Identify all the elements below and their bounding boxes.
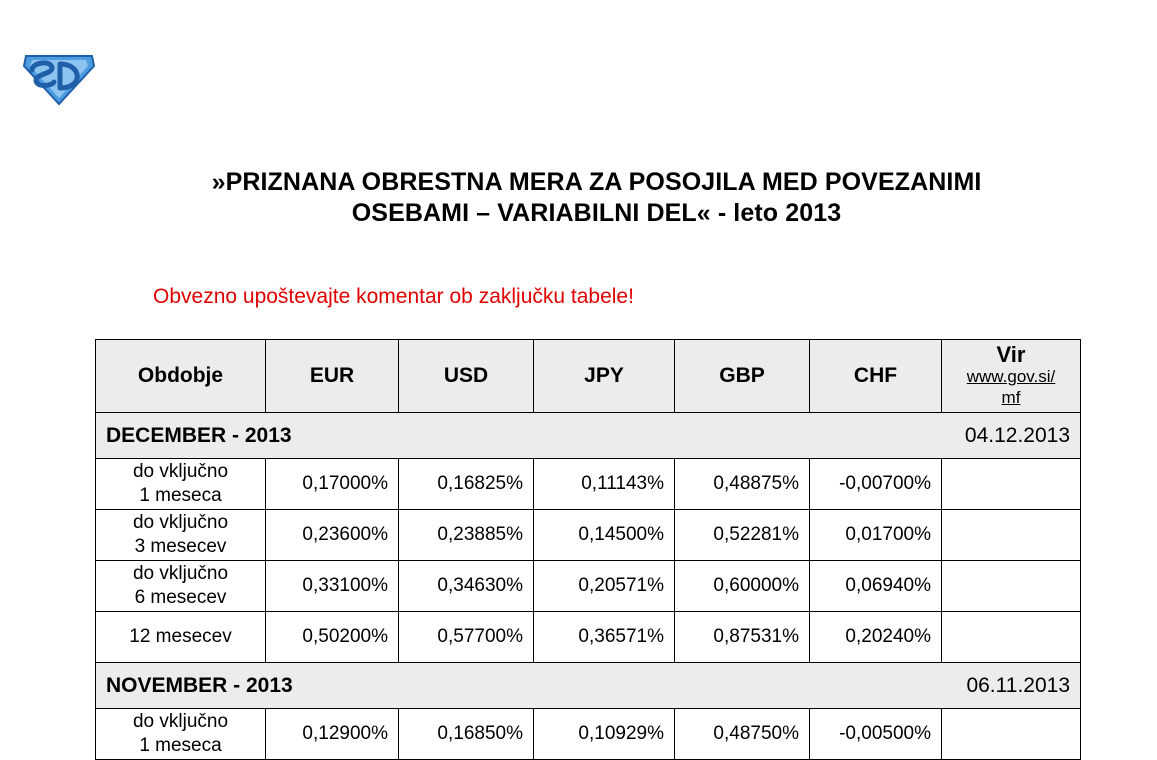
period-line-1: do vključno (132, 461, 229, 482)
rate-cell-chf: -0,00700% (810, 459, 942, 510)
section-label: DECEMBER - 2013 (96, 413, 942, 459)
rate-cell-chf: 0,06940% (810, 561, 942, 612)
rate-cell-usd: 0,34630% (399, 561, 534, 612)
rate-cell-eur: 0,23600% (266, 510, 399, 561)
period-line-2: 6 mesecev (134, 587, 227, 608)
period-line-2: 1 meseca (139, 735, 222, 756)
section-date: 04.12.2013 (942, 413, 1081, 459)
rate-cell-eur: 0,12900% (266, 709, 399, 760)
period-cell (96, 459, 266, 510)
rate-cell-gbp: 0,48875% (675, 459, 810, 510)
rate-cell-jpy: 0,11143% (534, 459, 675, 510)
rate-cell-chf: -0,00500% (810, 709, 942, 760)
rate-cell-gbp: 0,48750% (675, 709, 810, 760)
rate-cell-usd: 0,16825% (399, 459, 534, 510)
source-link[interactable] (942, 366, 1080, 408)
header-period: Obdobje (96, 340, 266, 413)
header-gbp: GBP (675, 340, 810, 413)
table-row (96, 561, 1081, 612)
rate-cell-gbp: 0,52281% (675, 510, 810, 561)
rate-cell-usd: 0,23885% (399, 510, 534, 561)
rate-cell-usd: 0,57700% (399, 612, 534, 663)
warning-note: Obvezno upoštevajte komentar ob zaključku tabele! (153, 285, 634, 308)
source-cell (942, 612, 1081, 663)
period-cell (96, 510, 266, 561)
table-row (96, 612, 1081, 663)
header-chf: CHF (810, 340, 942, 413)
period-cell (96, 612, 266, 663)
period-line-1: 12 mesecev (129, 626, 232, 647)
period-cell (96, 561, 266, 612)
page-title-line-2: OSEBAMI – VARIABILNI DEL« - leto 2013 (351, 199, 842, 227)
rate-cell-usd: 0,16850% (399, 709, 534, 760)
sd-shield-logo (22, 48, 96, 106)
rate-cell-eur: 0,50200% (266, 612, 399, 663)
header-usd: USD (399, 340, 534, 413)
period-line-1: do vključno (132, 512, 229, 533)
section-row (96, 413, 1081, 459)
source-link-line-2: mf (1001, 388, 1021, 407)
rate-cell-eur: 0,33100% (266, 561, 399, 612)
page-title-line-1: »PRIZNANA OBRESTNA MERA ZA POSOJILA MED POVEZANIMI (211, 168, 982, 196)
table-row (96, 510, 1081, 561)
rate-cell-jpy: 0,14500% (534, 510, 675, 561)
table-header-row (96, 340, 1081, 413)
rate-cell-eur: 0,17000% (266, 459, 399, 510)
rate-cell-chf: 0,20240% (810, 612, 942, 663)
rate-cell-jpy: 0,20571% (534, 561, 675, 612)
header-source (942, 340, 1081, 413)
rate-cell-gbp: 0,87531% (675, 612, 810, 663)
table-row (96, 459, 1081, 510)
table-body (96, 413, 1081, 760)
source-cell (942, 709, 1081, 760)
rate-cell-jpy: 0,36571% (534, 612, 675, 663)
source-cell (942, 510, 1081, 561)
period-line-2: 1 meseca (139, 485, 222, 506)
section-date: 06.11.2013 (942, 663, 1081, 709)
table-row (96, 709, 1081, 760)
period-line-1: do vključno (132, 711, 229, 732)
period-line-1: do vključno (132, 563, 229, 584)
source-cell (942, 459, 1081, 510)
header-jpy: JPY (534, 340, 675, 413)
source-cell (942, 561, 1081, 612)
section-row (96, 663, 1081, 709)
period-cell (96, 709, 266, 760)
header-eur: EUR (266, 340, 399, 413)
period-line-2: 3 mesecev (134, 536, 227, 557)
interest-rate-table (95, 339, 1081, 760)
rate-cell-jpy: 0,10929% (534, 709, 675, 760)
rate-cell-chf: 0,01700% (810, 510, 942, 561)
header-source-label: Vir (996, 342, 1026, 367)
rate-cell-gbp: 0,60000% (675, 561, 810, 612)
section-label: NOVEMBER - 2013 (96, 663, 942, 709)
source-link-line-1: www.gov.si/ (966, 367, 1056, 386)
